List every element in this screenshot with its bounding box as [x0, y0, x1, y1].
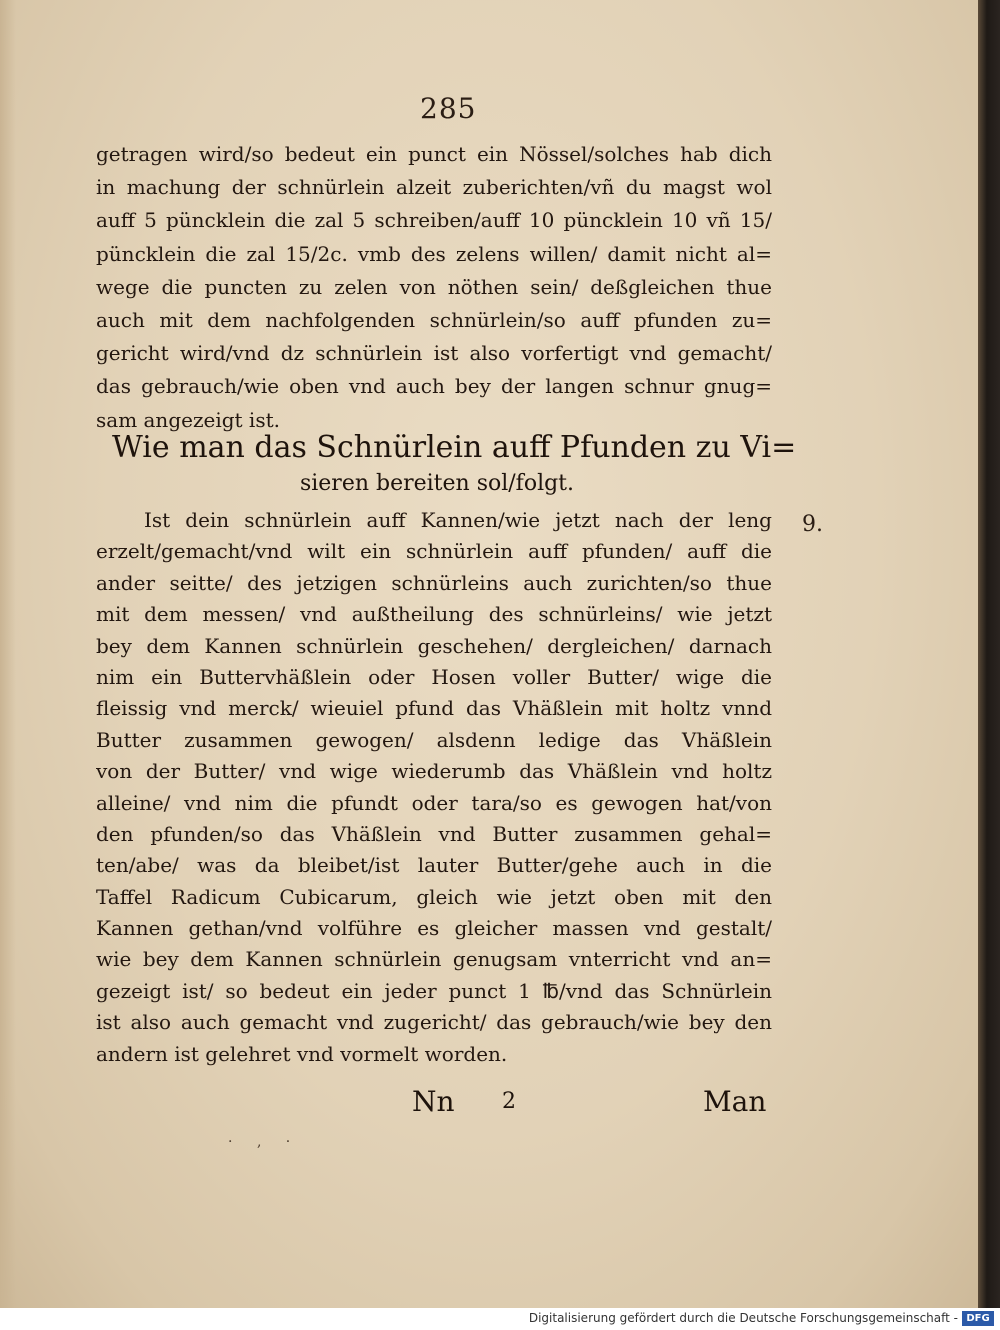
heading-line-2: sieren bereiten sol/folgt.: [299, 471, 575, 496]
text-line: gezeigt ist/ so bedeut ein jeder punct 1 ℔/vnd das Schnürlein: [96, 978, 772, 1003]
text-line: alleine/ vnd nim die pfundt oder tara/so es gewogen hat/von: [96, 790, 772, 815]
text-line: auff 5 püncklein die zal 5 schreiben/auff 10 püncklein 10 vñ 15/: [96, 208, 772, 233]
binding-gutter: [978, 0, 1000, 1308]
text-line: auch mit dem nachfolgenden schnürlein/so auff pfunden zu=: [96, 307, 772, 332]
heading-line-1: Wie man das Schnürlein auff Pfunden zu Vi=: [112, 430, 797, 465]
text-line: erzelt/gemacht/vnd wilt ein schnürlein auff pfunden/ auff die: [96, 539, 772, 564]
text-line: fleissig vnd merck/ wieuiel pfund das Vhäßlein mit holtz vnnd: [96, 696, 772, 721]
body-paragraph: [96, 505, 772, 1070]
catchword: Man: [703, 1085, 767, 1118]
text-line: ist also auch gemacht vnd zugericht/ das gebrauch/wie bey den: [96, 1010, 772, 1035]
text-line: wie bey dem Kannen schnürlein genugsam vnterricht vnd an=: [96, 947, 772, 972]
marginal-note: 9.: [802, 512, 823, 537]
text-line: wege die puncten zu zelen von nöthen sein/ deßgleichen thue: [96, 274, 772, 299]
digitization-footer: [0, 1308, 1000, 1330]
text-line: Ist dein schnürlein auff Kannen/wie jetzt nach der leng: [144, 508, 772, 532]
text-line: gericht wird/vnd dz schnürlein ist also vorfertigt vnd gemacht/: [96, 341, 772, 366]
text-line: in machung der schnürlein alzeit zuberichten/vñ du magst wol: [96, 175, 772, 200]
text-line: sam angezeigt ist.: [96, 407, 280, 432]
text-line: ander seitte/ des jetzigen schnürleins auch zurichten/so thue: [96, 570, 772, 595]
text-line: das gebrauch/wie oben vnd auch bey der langen schnur gnug=: [96, 374, 772, 399]
leaf-edge-shadow: [0, 0, 16, 1308]
text-line: getragen wird/so bedeut ein punct ein Nössel/solches hab dich: [96, 142, 772, 166]
text-line: den pfunden/so das Vhäßlein vnd Butter zusammen gehal=: [96, 821, 772, 846]
text-line: von der Butter/ vnd wige wiederumb das Vhäßlein vnd holtz: [96, 759, 772, 784]
signature-number: 2: [502, 1089, 516, 1114]
text-line: Kannen gethan/vnd volführe es gleicher massen vnd gestalt/: [96, 916, 772, 941]
page-number: 285: [420, 92, 477, 125]
footer-credit: Digitalisierung gefördert durch die Deutsche Forschungsgemeinschaft -: [528, 1311, 958, 1325]
text-line: Butter zusammen gewogen/ alsdenn ledige das Vhäßlein: [96, 727, 772, 752]
text-line: püncklein die zal 15/2c. vmb des zelens willen/ damit nicht al=: [96, 241, 772, 266]
text-line: ten/abe/ was da bleibet/ist lauter Butter/gehe auch in die: [96, 853, 772, 878]
text-line: andern ist gelehret vnd vormelt worden.: [96, 1041, 508, 1066]
text-line: bey dem Kannen schnürlein geschehen/ dergleichen/ darnach: [96, 633, 772, 658]
section-heading: [112, 428, 797, 500]
top-paragraph: [96, 138, 772, 437]
ink-specks: · ‚ ·: [228, 1134, 301, 1150]
text-line: Taffel Radicum Cubicarum, gleich wie jetzt oben mit den: [96, 884, 772, 909]
text-line: mit dem messen/ vnd außtheilung des schnürleins/ wie jetzt: [96, 602, 772, 627]
signature-mark: Nn: [412, 1085, 455, 1118]
dfg-logo-icon: DFG: [962, 1311, 994, 1326]
text-line: nim ein Buttervhäßlein oder Hosen voller Butter/ wige die: [96, 664, 772, 689]
